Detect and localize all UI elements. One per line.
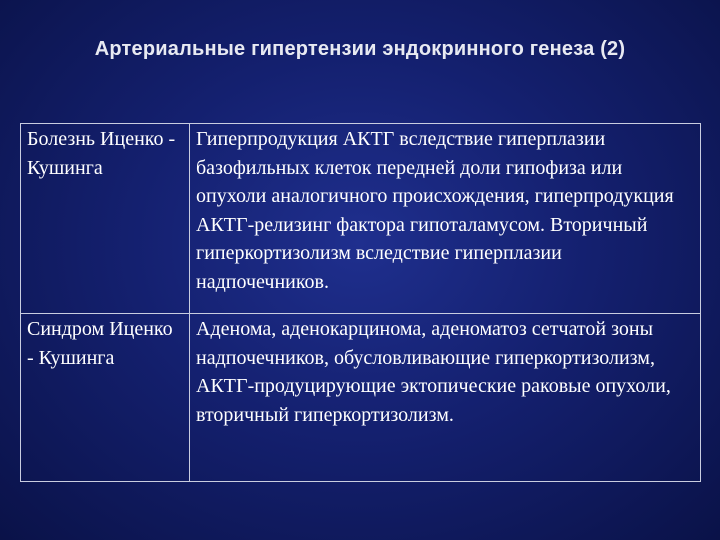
disease-name-cell: Синдром Иценко - Кушинга [21,314,190,482]
disease-description-cell: Гиперпродукция АКТГ вследствие гиперплазии базофильных клеток передней доли гипофиза или опухоли аналогичного происхождения, гиперпродукция АКТГ-релизинг фактора гипоталамусом. Вторичный гиперкортизолизм вследствие гиперплазии надпочечников. [190,124,701,314]
slide-title: Артериальные гипертензии эндокринного генеза (2) [94,38,626,60]
comparison-table [20,123,701,482]
disease-description-cell: Аденома, аденокарцинома, аденоматоз сетчатой зоны надпочечников, обусловливающие гиперкортизолизм, АКТГ-продуцирующие эктопические раковые опухоли, вторичный гиперкортизолизм. [190,314,701,482]
table-row [21,314,701,482]
disease-name-cell: Болезнь Иценко - Кушинга [21,124,190,314]
table-row [21,124,701,314]
